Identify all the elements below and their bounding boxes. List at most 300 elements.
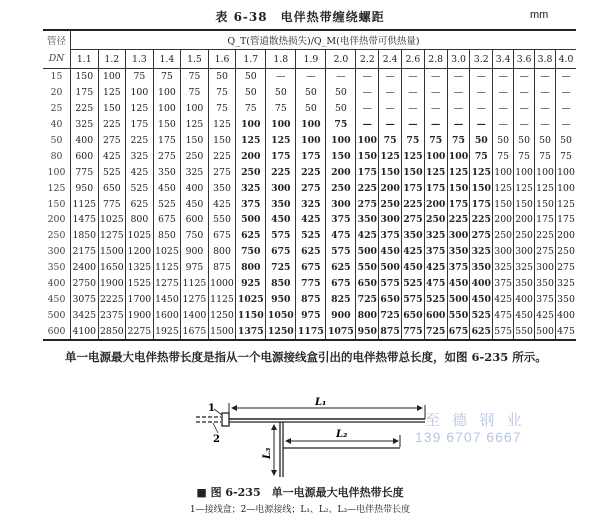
spacing-cell: 250: [556, 244, 577, 260]
spacing-cell: 1125: [208, 291, 236, 307]
figure-caption: ■ 图 6-235 单一电源最大电伴热带长度: [196, 486, 404, 499]
spacing-cell: 50: [514, 133, 535, 149]
spacing-cell: 75: [181, 85, 209, 101]
spacing-cell: 1325: [126, 260, 154, 276]
spacing-cell: 975: [181, 260, 209, 276]
spacing-cell: 275: [296, 180, 326, 196]
spacing-cell: 175: [402, 180, 425, 196]
spacing-cell: 600: [424, 307, 447, 323]
spacing-cell: 2175: [71, 244, 99, 260]
spacing-cell: 1275: [181, 291, 209, 307]
spacing-cell: 175: [447, 196, 470, 212]
table-row: [43, 180, 576, 196]
spacing-table: [43, 29, 576, 341]
watermark-company: 至 德 钢 业: [425, 412, 526, 429]
spacing-cell: —: [535, 85, 556, 101]
spacing-cell: 275: [556, 260, 577, 276]
table-row: [43, 196, 576, 212]
spacing-cell: 450: [153, 180, 181, 196]
spacing-cell: 125: [236, 133, 266, 149]
spacing-cell: 3075: [71, 291, 99, 307]
spacing-cell: 75: [326, 117, 356, 133]
spacing-cell: 2750: [71, 276, 99, 292]
spacing-cell: —: [514, 101, 535, 117]
spacing-cell: 200: [556, 228, 577, 244]
spacing-cell: 425: [535, 307, 556, 323]
spacing-cell: 50: [296, 85, 326, 101]
spacing-cell: 250: [424, 212, 447, 228]
spacing-cell: 1125: [181, 276, 209, 292]
spacing-cell: 250: [181, 148, 209, 164]
spacing-cell: 125: [556, 196, 577, 212]
column-header: 1.9: [296, 50, 326, 69]
row-header-top: 管径: [46, 36, 66, 48]
table-row: [43, 323, 576, 340]
spacing-cell: —: [556, 101, 577, 117]
spacing-cell: 75: [266, 101, 296, 117]
spacing-cell: 275: [208, 164, 236, 180]
spacing-cell: 650: [402, 307, 425, 323]
column-header: 3.8: [535, 50, 556, 69]
spacing-cell: 425: [126, 164, 154, 180]
spacing-cell: —: [326, 69, 356, 85]
spacing-cell: 525: [402, 276, 425, 292]
spacing-cell: 400: [514, 291, 535, 307]
spacing-cell: —: [379, 85, 402, 101]
spacing-cell: 175: [266, 148, 296, 164]
spacing-cell: 125: [424, 164, 447, 180]
spacing-cell: 100: [447, 148, 470, 164]
spacing-cell: 800: [236, 260, 266, 276]
spacing-cell: 925: [236, 276, 266, 292]
spacing-cell: 500: [447, 291, 470, 307]
spacing-cell: 125: [379, 148, 402, 164]
spacing-cell: 300: [493, 244, 514, 260]
spacing-cell: 50: [236, 85, 266, 101]
spacing-cell: 300: [266, 180, 296, 196]
spacing-cell: 325: [514, 260, 535, 276]
dn-cell: 20: [50, 87, 63, 99]
spacing-cell: 225: [266, 164, 296, 180]
spacing-cell: 425: [296, 212, 326, 228]
spacing-cell: —: [356, 101, 379, 117]
spacing-cell: 1150: [236, 307, 266, 323]
spacing-cell: 225: [356, 180, 379, 196]
spacing-cell: 450: [447, 276, 470, 292]
column-header: 1.1: [71, 50, 99, 69]
table-title: 表 6-38 电伴热带缠绕螺距: [215, 10, 385, 24]
spacing-cell: 950: [266, 291, 296, 307]
spacing-cell: —: [266, 69, 296, 85]
spacing-cell: 500: [379, 260, 402, 276]
spacing-cell: 125: [266, 133, 296, 149]
table-row: [43, 260, 576, 276]
spacing-cell: —: [493, 101, 514, 117]
spacing-cell: 50: [208, 69, 236, 85]
column-header: 2.0: [326, 50, 356, 69]
dn-cell: 125: [47, 182, 66, 194]
spacing-cell: 200: [326, 164, 356, 180]
spacing-cell: 75: [379, 133, 402, 149]
spacing-cell: 100: [296, 117, 326, 133]
spacing-cell: 650: [379, 291, 402, 307]
spacing-cell: 1525: [126, 276, 154, 292]
spacing-cell: 450: [402, 260, 425, 276]
spacing-cell: 325: [181, 164, 209, 180]
dn-cell: 200: [47, 214, 66, 226]
spacing-cell: 425: [356, 228, 379, 244]
spacing-cell: 100: [556, 180, 577, 196]
spacing-cell: 950: [356, 323, 379, 340]
spacing-cell: 900: [181, 244, 209, 260]
spacing-cell: 325: [424, 228, 447, 244]
spacing-cell: —: [514, 69, 535, 85]
spacing-cell: 250: [326, 180, 356, 196]
spacing-cell: 350: [266, 196, 296, 212]
spacing-cell: —: [556, 69, 577, 85]
dn-cell: 600: [47, 325, 66, 337]
dn-cell: 300: [47, 246, 66, 258]
spacing-cell: 2225: [98, 291, 126, 307]
spacing-cell: 75: [236, 101, 266, 117]
spacing-cell: 675: [208, 228, 236, 244]
spacing-cell: —: [402, 69, 425, 85]
column-header: 2.2: [356, 50, 379, 69]
label-l1: L₁: [315, 397, 327, 408]
dn-cell: 250: [47, 230, 66, 242]
spacing-cell: 1025: [98, 212, 126, 228]
dn-cell: 40: [50, 119, 63, 131]
spacing-cell: —: [535, 69, 556, 85]
column-header: 2.4: [379, 50, 402, 69]
spacing-cell: 375: [236, 196, 266, 212]
spacing-cell: 175: [356, 164, 379, 180]
spacing-cell: 1125: [71, 196, 99, 212]
spacing-cell: —: [514, 117, 535, 133]
spacing-cell: 675: [447, 323, 470, 340]
spacing-cell: 175: [296, 148, 326, 164]
spacing-cell: 875: [208, 260, 236, 276]
spacing-cell: 300: [447, 228, 470, 244]
ratio-header: Q_T(管道散热损失)/Q_M(电伴热带可供热量): [71, 30, 577, 50]
spacing-cell: 100: [296, 133, 326, 149]
spacing-cell: 775: [98, 196, 126, 212]
spacing-cell: 350: [356, 212, 379, 228]
spacing-cell: 2850: [98, 323, 126, 340]
spacing-cell: 1125: [153, 260, 181, 276]
dn-cell: 25: [50, 103, 63, 115]
spacing-cell: 100: [556, 164, 577, 180]
column-header: 2.6: [402, 50, 425, 69]
spacing-cell: 550: [356, 260, 379, 276]
spacing-cell: 275: [535, 244, 556, 260]
spacing-cell: —: [447, 85, 470, 101]
spacing-cell: 100: [356, 133, 379, 149]
spacing-cell: 250: [514, 228, 535, 244]
spacing-cell: 200: [424, 196, 447, 212]
spacing-cell: 1025: [126, 228, 154, 244]
spacing-cell: 225: [208, 148, 236, 164]
power-cable: [196, 417, 221, 422]
spacing-cell: 150: [181, 133, 209, 149]
spacing-cell: —: [514, 85, 535, 101]
spacing-cell: —: [556, 117, 577, 133]
spacing-cell: 325: [71, 117, 99, 133]
column-header: 2.8: [424, 50, 447, 69]
spacing-cell: 575: [379, 276, 402, 292]
spacing-cell: 600: [71, 148, 99, 164]
spacing-cell: 1900: [126, 307, 154, 323]
spacing-cell: 475: [424, 276, 447, 292]
spacing-cell: 350: [447, 244, 470, 260]
spacing-cell: 50: [556, 133, 577, 149]
spacing-cell: 875: [379, 323, 402, 340]
table-row: [43, 117, 576, 133]
spacing-cell: 125: [208, 117, 236, 133]
spacing-cell: 875: [296, 291, 326, 307]
spacing-cell: 750: [181, 228, 209, 244]
spacing-cell: 500: [356, 244, 379, 260]
dn-cell: 150: [47, 198, 66, 210]
spacing-cell: 1200: [126, 244, 154, 260]
spacing-cell: 675: [326, 276, 356, 292]
spacing-cell: 1075: [326, 323, 356, 340]
table-row: [43, 69, 576, 85]
spacing-cell: 1675: [181, 323, 209, 340]
column-header: 3.6: [514, 50, 535, 69]
spacing-cell: 850: [266, 276, 296, 292]
spacing-cell: 525: [126, 180, 154, 196]
dn-cell: 80: [50, 150, 63, 162]
spacing-cell: 275: [98, 133, 126, 149]
spacing-cell: 75: [447, 133, 470, 149]
spacing-cell: 800: [356, 307, 379, 323]
spacing-cell: 100: [535, 164, 556, 180]
spacing-cell: 75: [493, 148, 514, 164]
figure-legend: 1—接线盒；2—电源接线；L₁、L₂、L₃—电伴热带长度: [189, 505, 411, 515]
spacing-cell: 325: [236, 180, 266, 196]
spacing-cell: 2375: [98, 307, 126, 323]
spacing-cell: 850: [153, 228, 181, 244]
spacing-cell: 125: [470, 164, 493, 180]
spacing-cell: 1000: [208, 276, 236, 292]
spacing-cell: —: [535, 101, 556, 117]
spacing-cell: —: [447, 117, 470, 133]
spacing-cell: 625: [326, 260, 356, 276]
spacing-cell: —: [424, 117, 447, 133]
label-l2: L₂: [336, 429, 348, 440]
spacing-cell: 325: [126, 148, 154, 164]
spacing-cell: —: [535, 117, 556, 133]
spacing-cell: 900: [326, 307, 356, 323]
body-paragraph: 单一电源最大电伴热带长度是指从一个电源接线盒引出的电伴热带总长度，如图 6-235 所示。: [65, 350, 547, 364]
spacing-cell: 350: [514, 276, 535, 292]
table-row: [43, 212, 576, 228]
spacing-cell: 375: [447, 260, 470, 276]
column-header: 1.7: [236, 50, 266, 69]
spacing-cell: —: [493, 69, 514, 85]
dn-cell: 15: [43, 69, 71, 85]
spacing-cell: 125: [447, 164, 470, 180]
spacing-cell: 225: [98, 117, 126, 133]
spacing-cell: 350: [556, 291, 577, 307]
spacing-cell: 525: [424, 291, 447, 307]
spacing-cell: 400: [470, 276, 493, 292]
spacing-cell: —: [470, 69, 493, 85]
spacing-cell: 225: [402, 196, 425, 212]
spacing-cell: 575: [266, 228, 296, 244]
spacing-cell: 150: [98, 101, 126, 117]
spacing-cell: 2400: [71, 260, 99, 276]
spacing-cell: 475: [493, 307, 514, 323]
spacing-cell: 75: [556, 148, 577, 164]
spacing-cell: 225: [470, 212, 493, 228]
spacing-cell: —: [470, 101, 493, 117]
spacing-cell: 550: [514, 323, 535, 340]
spacing-cell: 1025: [153, 244, 181, 260]
junction-box: [222, 413, 229, 426]
spacing-cell: 250: [493, 228, 514, 244]
spacing-cell: 750: [236, 244, 266, 260]
table-row: [43, 228, 576, 244]
column-header: 3.2: [470, 50, 493, 69]
table-row: [43, 101, 576, 117]
spacing-cell: 175: [71, 85, 99, 101]
spacing-cell: 600: [181, 212, 209, 228]
table-row: [43, 291, 576, 307]
spacing-cell: 4100: [71, 323, 99, 340]
spacing-cell: 425: [208, 196, 236, 212]
column-header: 1.6: [208, 50, 236, 69]
spacing-cell: 575: [493, 323, 514, 340]
spacing-cell: 150: [379, 164, 402, 180]
spacing-cell: 150: [493, 196, 514, 212]
spacing-cell: 375: [326, 212, 356, 228]
spacing-cell: 450: [379, 244, 402, 260]
dn-cell: 50: [50, 135, 63, 146]
spacing-cell: 225: [447, 212, 470, 228]
spacing-cell: 275: [402, 212, 425, 228]
spacing-cell: 1375: [236, 323, 266, 340]
spacing-cell: —: [470, 85, 493, 101]
spacing-cell: 1250: [208, 307, 236, 323]
spacing-cell: 425: [98, 148, 126, 164]
spacing-cell: 175: [126, 117, 154, 133]
table-row: [43, 276, 576, 292]
spacing-cell: 675: [266, 244, 296, 260]
spacing-cell: 375: [379, 228, 402, 244]
spacing-cell: 50: [296, 101, 326, 117]
spacing-cell: 150: [447, 180, 470, 196]
spacing-cell: 150: [470, 180, 493, 196]
spacing-cell: 200: [514, 212, 535, 228]
spacing-cell: —: [493, 85, 514, 101]
spacing-cell: 200: [379, 180, 402, 196]
spacing-cell: 775: [296, 276, 326, 292]
spacing-cell: 950: [71, 180, 99, 196]
spacing-cell: 325: [493, 260, 514, 276]
table-unit: mm: [530, 9, 549, 21]
spacing-cell: 1925: [153, 323, 181, 340]
spacing-cell: —: [356, 117, 379, 133]
column-header: 1.3: [126, 50, 154, 69]
spacing-cell: 2275: [126, 323, 154, 340]
table-row: [43, 164, 576, 180]
spacing-cell: 675: [153, 212, 181, 228]
spacing-cell: —: [424, 85, 447, 101]
spacing-cell: 250: [236, 164, 266, 180]
spacing-cell: 75: [514, 148, 535, 164]
dn-cell: 100: [47, 166, 66, 178]
table-row: [43, 133, 576, 149]
table-row: [43, 307, 576, 323]
spacing-cell: 375: [493, 276, 514, 292]
spacing-cell: 100: [181, 101, 209, 117]
label-2: 2: [213, 434, 220, 445]
column-header: 1.4: [153, 50, 181, 69]
spacing-cell: 425: [424, 260, 447, 276]
spacing-cell: 75: [208, 85, 236, 101]
spacing-cell: 300: [379, 212, 402, 228]
spacing-cell: 775: [402, 323, 425, 340]
dn-cell: 350: [47, 262, 66, 274]
spacing-cell: 350: [402, 228, 425, 244]
spacing-cell: 300: [535, 260, 556, 276]
spacing-cell: 150: [326, 148, 356, 164]
spacing-cell: —: [493, 117, 514, 133]
spacing-cell: 550: [447, 307, 470, 323]
spacing-cell: 175: [153, 133, 181, 149]
column-header: 3.4: [493, 50, 514, 69]
spacing-cell: 75: [470, 148, 493, 164]
spacing-cell: —: [447, 69, 470, 85]
spacing-cell: 1500: [98, 244, 126, 260]
spacing-cell: 325: [556, 276, 577, 292]
spacing-cell: —: [296, 69, 326, 85]
spacing-cell: 300: [514, 244, 535, 260]
spacing-cell: 650: [98, 180, 126, 196]
spacing-cell: 100: [153, 85, 181, 101]
spacing-cell: 500: [236, 212, 266, 228]
spacing-cell: —: [470, 117, 493, 133]
spacing-cell: 150: [71, 69, 99, 85]
spacing-cell: 100: [236, 117, 266, 133]
spacing-cell: 175: [556, 212, 577, 228]
spacing-cell: 50: [470, 133, 493, 149]
spacing-cell: 225: [535, 228, 556, 244]
spacing-cell: 650: [356, 276, 379, 292]
spacing-cell: 3425: [71, 307, 99, 323]
spacing-cell: 50: [266, 85, 296, 101]
spacing-cell: 550: [208, 212, 236, 228]
spacing-cell: 775: [71, 164, 99, 180]
spacing-cell: 400: [181, 180, 209, 196]
spacing-cell: 275: [153, 148, 181, 164]
spacing-cell: 150: [402, 164, 425, 180]
spacing-cell: 725: [356, 291, 379, 307]
spacing-cell: 575: [402, 291, 425, 307]
spacing-cell: 450: [181, 196, 209, 212]
column-header: 4.0: [556, 50, 577, 69]
spacing-cell: 1475: [71, 212, 99, 228]
spacing-cell: 325: [470, 244, 493, 260]
spacing-cell: 200: [493, 212, 514, 228]
spacing-cell: 1900: [98, 276, 126, 292]
spacing-cell: 525: [296, 228, 326, 244]
spacing-cell: 825: [326, 291, 356, 307]
spacing-cell: 150: [514, 196, 535, 212]
spacing-cell: 375: [535, 291, 556, 307]
